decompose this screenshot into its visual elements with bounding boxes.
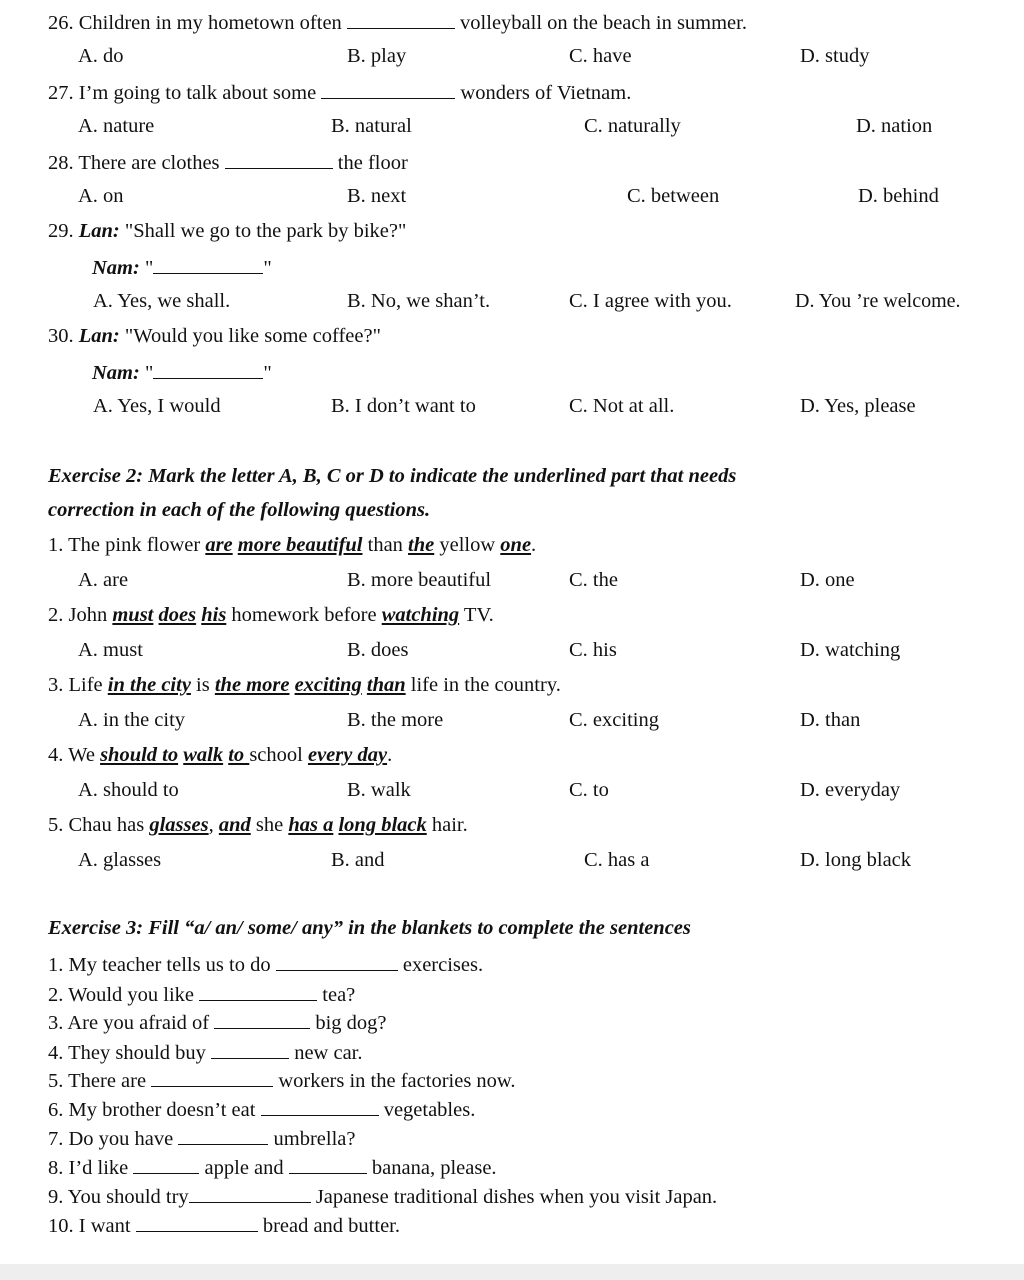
answer-blank[interactable] [211, 1041, 289, 1059]
question-29-response: Nam: " " [92, 257, 272, 279]
option-b: B. play [347, 45, 407, 67]
fill-item-6: 6. My brother doesn’t eat vegetables. [48, 1099, 476, 1121]
answer-blank[interactable] [178, 1127, 268, 1145]
option-a: A. do [78, 45, 124, 67]
page-footer-strip [0, 1264, 1024, 1280]
option-b: B. the more [347, 709, 444, 731]
option-c: C. between [627, 185, 720, 207]
option-d: D. than [800, 709, 861, 731]
option-d: D. one [800, 569, 855, 591]
option-d: D. study [800, 45, 870, 67]
option-d: D. watching [800, 639, 901, 661]
answer-blank[interactable] [276, 953, 398, 971]
error-question-5: 5. Chau has glasses, and she has a long black hair. [48, 814, 468, 836]
question-26: 26. Children in my hometown often volleyball on the beach in summer. [48, 12, 747, 34]
fill-item-2: 2. Would you like tea? [48, 984, 356, 1006]
option-a: A. nature [78, 115, 155, 137]
question-30-response: Nam: " " [92, 362, 272, 384]
option-d: D. nation [856, 115, 933, 137]
fill-item-10: 10. I want bread and butter. [48, 1215, 400, 1237]
error-question-2: 2. John must does his homework before watching TV. [48, 604, 494, 626]
answer-blank[interactable] [189, 1185, 311, 1203]
answer-blank[interactable] [261, 1098, 379, 1116]
error-question-3: 3. Life in the city is the more exciting than life in the country. [48, 674, 561, 696]
error-question-1: 1. The pink flower are more beautiful than the yellow one. [48, 534, 537, 556]
answer-blank[interactable] [133, 1156, 199, 1174]
option-a: A. on [78, 185, 124, 207]
option-d: D. everyday [800, 779, 901, 801]
option-c: C. Not at all. [569, 395, 675, 417]
answer-blank[interactable] [136, 1214, 258, 1232]
fill-item-5: 5. There are workers in the factories now. [48, 1070, 516, 1092]
option-b: B. I don’t want to [331, 395, 476, 417]
option-d: D. long black [800, 849, 912, 871]
answer-blank[interactable] [289, 1156, 367, 1174]
fill-item-4: 4. They should buy new car. [48, 1042, 363, 1064]
answer-blank[interactable] [225, 151, 333, 169]
question-29: 29. Lan: "Shall we go to the park by bike?" [48, 220, 407, 242]
answer-blank[interactable] [153, 361, 263, 379]
option-b: B. and [331, 849, 385, 871]
option-b: B. more beautiful [347, 569, 492, 591]
question-30: 30. Lan: "Would you like some coffee?" [48, 325, 381, 347]
fill-item-7: 7. Do you have umbrella? [48, 1128, 356, 1150]
option-b: B. No, we shan’t. [347, 290, 491, 312]
answer-blank[interactable] [321, 81, 455, 99]
option-b: B. does [347, 639, 409, 661]
option-d: D. behind [858, 185, 939, 207]
fill-item-8: 8. I’d like apple and banana, please. [48, 1157, 497, 1179]
option-d: D. You ’re welcome. [795, 290, 961, 312]
option-d: D. Yes, please [800, 395, 916, 417]
option-a: A. glasses [78, 849, 162, 871]
option-c: C. exciting [569, 709, 659, 731]
exercise-2-heading: Exercise 2: Mark the letter A, B, C or D to indicate the underlined part that needs [48, 465, 737, 487]
option-c: C. have [569, 45, 632, 67]
option-a: A. are [78, 569, 129, 591]
answer-blank[interactable] [347, 11, 455, 29]
option-a: A. Yes, we shall. [93, 290, 231, 312]
fill-item-1: 1. My teacher tells us to do exercises. [48, 954, 484, 976]
question-27: 27. I’m going to talk about some wonders of Vietnam. [48, 82, 632, 104]
option-a: A. must [78, 639, 143, 661]
fill-item-9: 9. You should try Japanese traditional dishes when you visit Japan. [48, 1186, 718, 1208]
option-b: B. next [347, 185, 407, 207]
answer-blank[interactable] [199, 983, 317, 1001]
question-28: 28. There are clothes the floor [48, 152, 408, 174]
option-a: A. in the city [78, 709, 186, 731]
answer-blank[interactable] [214, 1011, 310, 1029]
option-c: C. his [569, 639, 617, 661]
answer-blank[interactable] [153, 256, 263, 274]
answer-blank[interactable] [151, 1069, 273, 1087]
exercise-2-heading-cont: correction in each of the following questions. [48, 499, 431, 521]
option-b: B. walk [347, 779, 411, 801]
option-c: C. to [569, 779, 609, 801]
exercise-3-heading: Exercise 3: Fill “a/ an/ some/ any” in the blankets to complete the sentences [48, 917, 691, 939]
option-c: C. I agree with you. [569, 290, 732, 312]
option-c: C. has a [584, 849, 650, 871]
option-c: C. naturally [584, 115, 681, 137]
option-b: B. natural [331, 115, 412, 137]
fill-item-3: 3. Are you afraid of big dog? [48, 1012, 387, 1034]
error-question-4: 4. We should to walk to school every day. [48, 744, 393, 766]
option-a: A. should to [78, 779, 179, 801]
option-c: C. the [569, 569, 618, 591]
option-a: A. Yes, I would [93, 395, 221, 417]
